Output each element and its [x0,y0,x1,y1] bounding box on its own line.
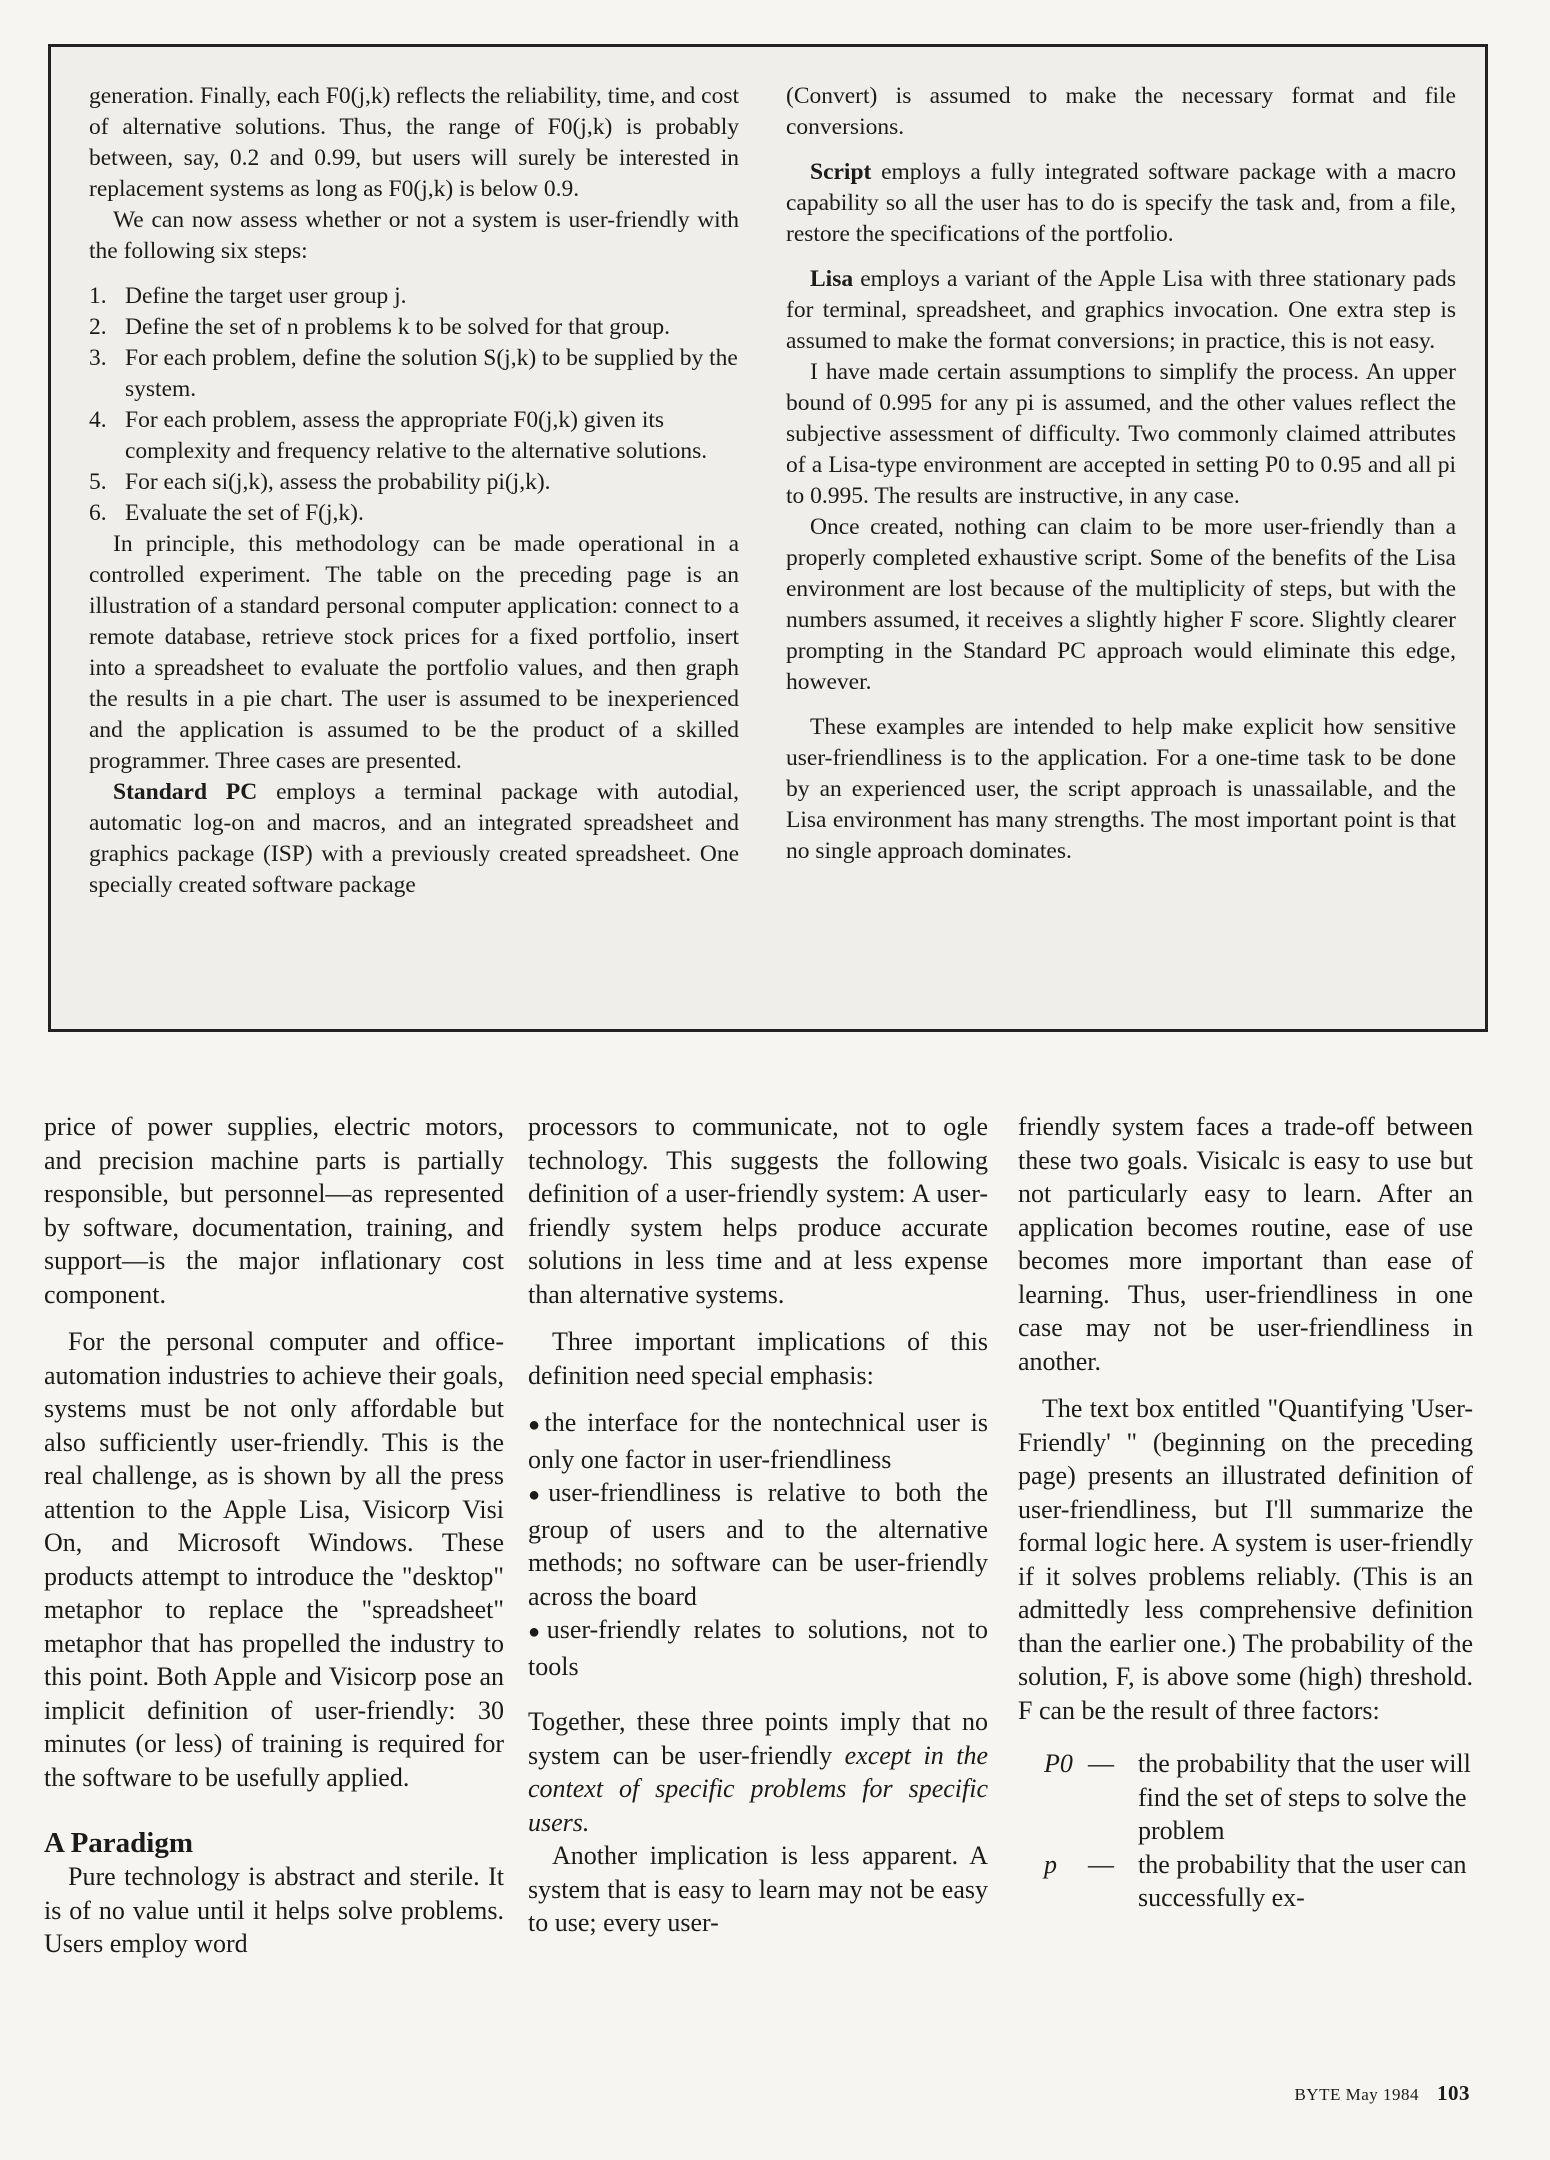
case-text: employs a variant of the Apple Lisa with three stationary pads for terminal, spreadsheet, and graphics invocation. One extra step is assumed to make the format conversions; in practice, this is not easy. [786,266,1456,354]
bullet-item [528,1406,988,1476]
factor-description: the probability that the user will find the set of steps to solve the problem [1138,1749,1471,1845]
step-item [89,343,739,405]
sidebar-paragraph: We can now assess whether or not a system is user-friendly with the following six steps: [89,207,739,264]
step-text: Define the set of n problems k to be solved for that group. [125,314,670,340]
sidebar-paragraph: In principle, this methodology can be made operational in a controlled experiment. The table on the preceding page is an illustration of a standard personal computer application: connect to a remote database, retrieve stock prices for a fixed portfolio, insert into a spreadsheet to evaluate the portfolio values, and then graph the results in a pie chart. The user is assumed to be inexperienced and the application is assumed to be the product of a skilled programmer. Three cases are presented. [89,531,739,774]
page-number: 103 [1437,2081,1470,2105]
article-paragraph: processors to communicate, not to ogle technology. This suggests the following definition of a user-friendly system: A user-friendly system helps produce accurate solutions in less time and at less expense than alternative systems. [528,1112,988,1309]
sidebar-paragraph [89,777,739,901]
step-text: Evaluate the set of F(j,k). [125,500,364,526]
bullet-text: user-friendly relates to solutions, not to tools [528,1615,988,1681]
sidebar-paragraph: These examples are intended to help make explicit how sensitive user-friendliness is to the application. For a one-time task to be done by an experienced user, the script approach is unassailable, and the Lisa environment has many strengths. The most important point is that no single approach dominates. [786,714,1456,864]
case-label: Lisa [810,266,854,292]
article-column-3 [1018,1110,1473,1915]
bullet-item [528,1476,988,1613]
dash-glyph: — [1088,1849,1114,1879]
sidebar-paragraph: I have made certain assumptions to simplify the process. An upper bound of 0.995 for any pi is assumed, and the other values reflect the subjective assessment of difficulty. Two commonly claimed attributes of a Lisa-type environment are accepted in setting P0 to 0.95 and all pi to 0.995. The results are instructive, in any case. [786,359,1456,509]
step-text: For each problem, assess the appropriate F0(j,k) given its complexity and frequency relative to the alternative solutions. [125,407,708,464]
factor-item [1018,1747,1473,1848]
sidebar-paragraph: generation. Finally, each F0(j,k) reflects the reliability, time, and cost of alternative solutions. Thus, the range of F0(j,k) is probably between, say, 0.2 and 0.99, but users will surely be interested in replacement systems as long as F0(j,k) is below 0.9. [89,83,739,202]
step-number: 5. [89,469,107,495]
step-text: Define the target user group j. [125,283,407,309]
step-item [89,312,739,343]
step-item [89,498,739,529]
sidebar-right-column [786,81,1456,867]
bullet-icon: ● [528,1414,545,1436]
emphasis-text: except in the context of specific problems for specific users. [528,1740,989,1837]
step-number: 1. [89,283,107,309]
article-paragraph [528,1705,988,1839]
step-number: 2. [89,314,107,340]
step-number: 6. [89,500,107,526]
step-number: 4. [89,407,107,433]
factor-description: the probability that the user can successfully ex- [1138,1849,1467,1912]
dash-glyph: — [1088,1749,1114,1778]
article-paragraph: The text box entitled "Quantifying 'User-Friendly' " (beginning on the preceding page) presents an illustrated definition of user-friendliness, but I'll summarize the formal logic here. A system is user-friendly if it solves problems reliably. (This is an admittedly less comprehensive definition than the earlier one.) The probability of the solution, F, is above some (high) threshold. F can be the result of three factors: [1018,1394,1473,1725]
step-text: For each problem, define the solution S(j,k) to be supplied by the system. [125,345,738,402]
bullet-icon: ● [528,1621,547,1643]
bullet-text: the interface for the nontechnical user is only one factor in user-friendliness [528,1408,988,1474]
factor-symbol: p [1044,1849,1057,1879]
article-paragraph: Another implication is less apparent. A system that is easy to learn may not be easy to use; every user- [528,1841,988,1937]
case-label: Script [810,159,872,185]
case-text: employs a fully integrated software package with a macro capability so all the user has to do is specify the task and, from a file, restore the specifications of the portfolio. [786,159,1456,247]
case-label: Standard PC [113,779,258,805]
sidebar-paragraph [786,157,1456,250]
factors-list [1018,1747,1473,1915]
bullet-text: user-friendliness is relative to both the group of users and to the alternative methods; no software can be user-friendly across the board [528,1478,988,1611]
publication-info: BYTE May 1984 [1294,2085,1419,2104]
sidebar-paragraph: Once created, nothing can claim to be more user-friendly than a properly completed exhaustive script. Some of the benefits of the Lisa environment are lost because of the multiplicity of steps, but with the numbers assumed, it receives a slightly higher F score. Slightly clearer prompting in the Standard PC approach would eliminate this edge, however. [786,514,1456,695]
step-item [89,405,739,467]
step-text: For each si(j,k), assess the probability pi(j,k). [125,469,551,495]
bullet-item [528,1613,988,1683]
bullet-icon: ● [528,1484,549,1506]
article-column-1 [44,1110,504,1961]
case-text: employs a terminal package with autodial, automatic log-on and macros, and an integrated spreadsheet and graphics package (ISP) with a previously created spreadsheet. One specially created software package [89,779,739,898]
step-item [89,467,739,498]
article-column-2 [528,1110,988,1940]
sidebar-paragraph: (Convert) is assumed to make the necessary format and file conversions. [786,83,1456,140]
article-paragraph: For the personal computer and office-automation industries to achieve their goals, systems must be not only affordable but also sufficiently user-friendly. This is the real challenge, as is shown by all the press attention to the Apple Lisa, Visicorp Visi On, and Microsoft Windows. These products attempt to introduce the "desktop" metaphor to replace the "spreadsheet" metaphor that has propelled the industry to this point. Both Apple and Visicorp pose an implicit definition of user-friendly: 30 minutes (or less) of training is required for the software to be usefully applied. [44,1327,504,1792]
paragraph-text: Together, these three points imply that no system can be user-friendly [528,1707,988,1770]
article-paragraph: Three important implications of this definition need special emphasis: [528,1327,988,1390]
implications-list [528,1406,988,1683]
steps-list [89,281,739,529]
step-number: 3. [89,345,107,371]
section-heading: A Paradigm [44,1827,194,1859]
step-item [89,281,739,312]
article-paragraph: Pure technology is abstract and sterile. It is of no value until it helps solve problems. Users employ word [44,1862,504,1958]
article-paragraph: friendly system faces a trade-off between these two goals. Visicalc is easy to use but not particularly easy to learn. After an application becomes routine, ease of use becomes more important than ease of learning. Thus, user-friendliness in one case may not be user-friendliness in another. [1018,1112,1473,1376]
factor-item [1018,1848,1473,1915]
sidebar-paragraph [786,264,1456,357]
sidebar-text-box [48,44,1488,1032]
sidebar-left-column [89,81,739,901]
page-footer [1000,2081,1470,2106]
article-paragraph: price of power supplies, electric motors, and precision machine parts is partially responsible, but personnel—as represented by software, documentation, training, and support—is the major inflationary cost component. [44,1112,504,1309]
factor-symbol: P0 [1044,1749,1073,1778]
